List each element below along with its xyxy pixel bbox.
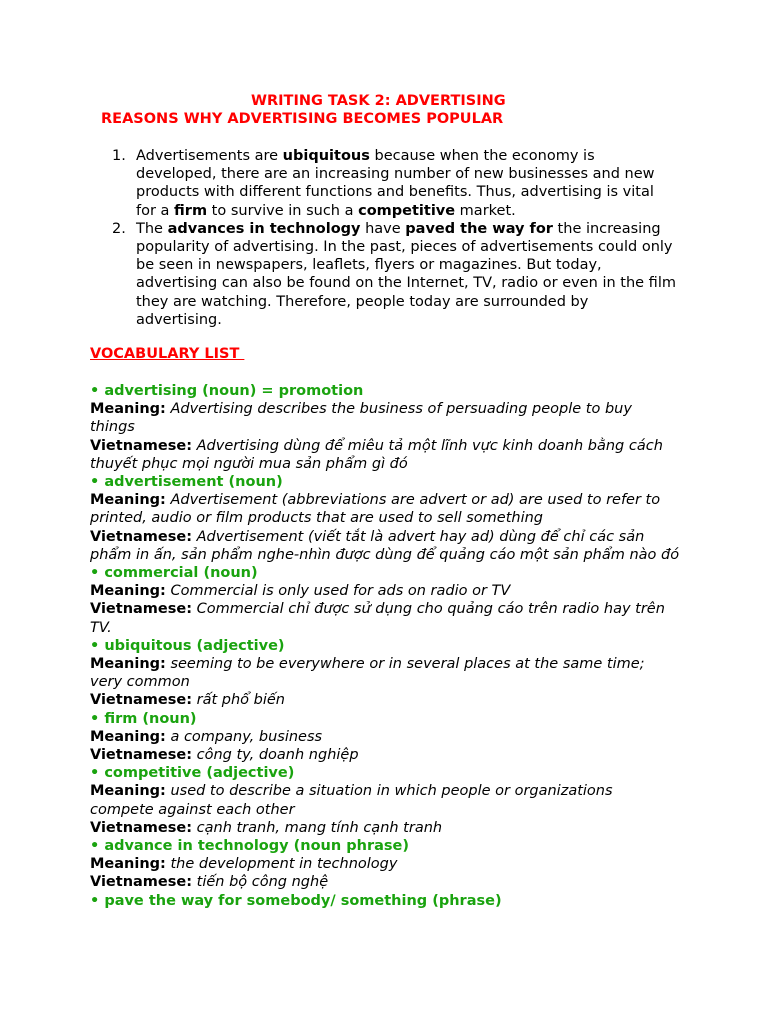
reason-number: 1.: [112, 148, 126, 164]
meaning-label: Meaning:: [90, 401, 166, 418]
document-title: WRITING TASK 2: ADVERTISING: [251, 93, 506, 109]
vocab-vietnamese: [90, 691, 680, 709]
vocab-meaning: [90, 491, 680, 527]
reason-text: have: [360, 220, 406, 237]
document-subtitle: REASONS WHY ADVERTISING BECOMES POPULAR: [101, 111, 504, 127]
vocab-item: [90, 473, 680, 564]
vocab-vietnamese: [90, 528, 680, 564]
vocab-item: [90, 637, 680, 710]
reason-keyword: ubiquitous: [282, 148, 370, 164]
vocab-term: • ubiquitous (adjective): [90, 637, 285, 654]
reason-item: [112, 220, 676, 329]
vietnamese-text: cạnh tranh, mang tính cạnh tranh: [196, 819, 443, 836]
reason-text: to survive in such a: [207, 202, 359, 219]
vocab-vietnamese: [90, 600, 680, 636]
vocab-item: [90, 764, 680, 837]
meaning-text: Advertising describes the business of persuading people to buy things: [90, 401, 632, 436]
vietnamese-label: Vietnamese:: [90, 747, 193, 764]
vocab-meaning: [90, 728, 680, 746]
reason-text: Advertisements are: [136, 148, 283, 164]
meaning-label: Meaning:: [90, 492, 166, 509]
meaning-label: Meaning:: [90, 583, 166, 600]
vocab-vietnamese: [90, 746, 680, 764]
vietnamese-text: Advertising dùng để miêu tả một lĩnh vực kinh doanh bằng cách thuyết phục mọi người mua sản phẩm gì đó: [90, 437, 663, 472]
vocabulary-heading: VOCABULARY LIST: [90, 346, 245, 362]
vietnamese-label: Vietnamese:: [90, 437, 193, 454]
vietnamese-text: Advertisement (viết tắt là advert hay ad) dùng để chỉ các sản phẩm in ấn, sản phẩm nghe-nhìn được dùng để quảng cáo một sản phẩm nào đó: [90, 528, 680, 563]
vocab-item: [90, 564, 680, 637]
vocab-term: • firm (noun): [90, 710, 197, 727]
meaning-label: Meaning:: [90, 656, 166, 673]
vocab-meaning: [90, 400, 680, 436]
reason-number: 2.: [112, 220, 126, 237]
reason-keyword: advances in technology: [167, 220, 361, 237]
vietnamese-label: Vietnamese:: [90, 819, 193, 836]
vocab-meaning: [90, 782, 680, 818]
vocab-term: • advertising (noun) = promotion: [90, 383, 364, 399]
vietnamese-label: Vietnamese:: [90, 601, 193, 618]
vocab-item: [90, 382, 680, 473]
reason-item: [112, 147, 676, 220]
reason-text: The: [136, 220, 168, 237]
meaning-text: the development in technology: [170, 856, 398, 873]
vocabulary-list: [90, 382, 680, 910]
vocab-term: • advertisement (noun): [90, 474, 283, 491]
vocab-term: • competitive (adjective): [90, 765, 295, 782]
meaning-text: used to describe a situation in which people or organizations compete against each other: [90, 783, 613, 818]
vietnamese-text: Commercial chỉ được sử dụng cho quảng cáo trên radio hay trên TV.: [90, 601, 665, 636]
vietnamese-label: Vietnamese:: [90, 874, 193, 891]
vocab-vietnamese: [90, 437, 680, 473]
meaning-text: a company, business: [170, 728, 323, 745]
vocab-meaning: [90, 655, 680, 691]
vocab-item: [90, 892, 680, 910]
vocab-term: • commercial (noun): [90, 565, 258, 582]
reason-text: the increasing popularity of advertising. In the past, pieces of advertisements could only be seen in newspapers, leaflets, flyers or magazines. But today, advertising can also be found on the Internet, TV, radio or even in the film they are watching. Therefore, people today are surrounded by advertising.: [136, 220, 676, 328]
vietnamese-label: Vietnamese:: [90, 692, 193, 709]
vietnamese-label: Vietnamese:: [90, 528, 193, 545]
meaning-text: seeming to be everywhere or in several places at the same time; very common: [90, 656, 645, 691]
reason-text: because when the economy is developed, there are an increasing number of new businesses and new products with different functions and benefits. Thus, advertising is vital for a: [136, 148, 655, 219]
vocab-meaning: [90, 582, 680, 600]
reasons-list: [112, 147, 676, 329]
vietnamese-text: công ty, doanh nghiệp: [196, 747, 359, 764]
meaning-label: Meaning:: [90, 728, 166, 745]
vocab-vietnamese: [90, 819, 680, 837]
vocab-term: • pave the way for somebody/ something (phrase): [90, 892, 502, 909]
meaning-label: Meaning:: [90, 856, 166, 873]
meaning-text: Commercial is only used for ads on radio or TV: [170, 583, 511, 600]
reason-text: market.: [455, 202, 516, 219]
vietnamese-text: tiến bộ công nghệ: [196, 874, 329, 891]
vocab-item: [90, 837, 680, 892]
meaning-label: Meaning:: [90, 783, 166, 800]
reason-keyword: competitive: [358, 202, 456, 219]
reason-keyword: paved the way for: [405, 220, 553, 237]
vocab-vietnamese: [90, 873, 680, 891]
vocab-meaning: [90, 855, 680, 873]
reason-keyword: firm: [174, 202, 208, 219]
vietnamese-text: rất phổ biến: [196, 692, 285, 709]
vocab-term: • advance in technology (noun phrase): [90, 838, 409, 855]
vocab-item: [90, 710, 680, 765]
meaning-text: Advertisement (abbreviations are advert or ad) are used to refer to printed, audio or film products that are used to sell something: [90, 492, 661, 527]
